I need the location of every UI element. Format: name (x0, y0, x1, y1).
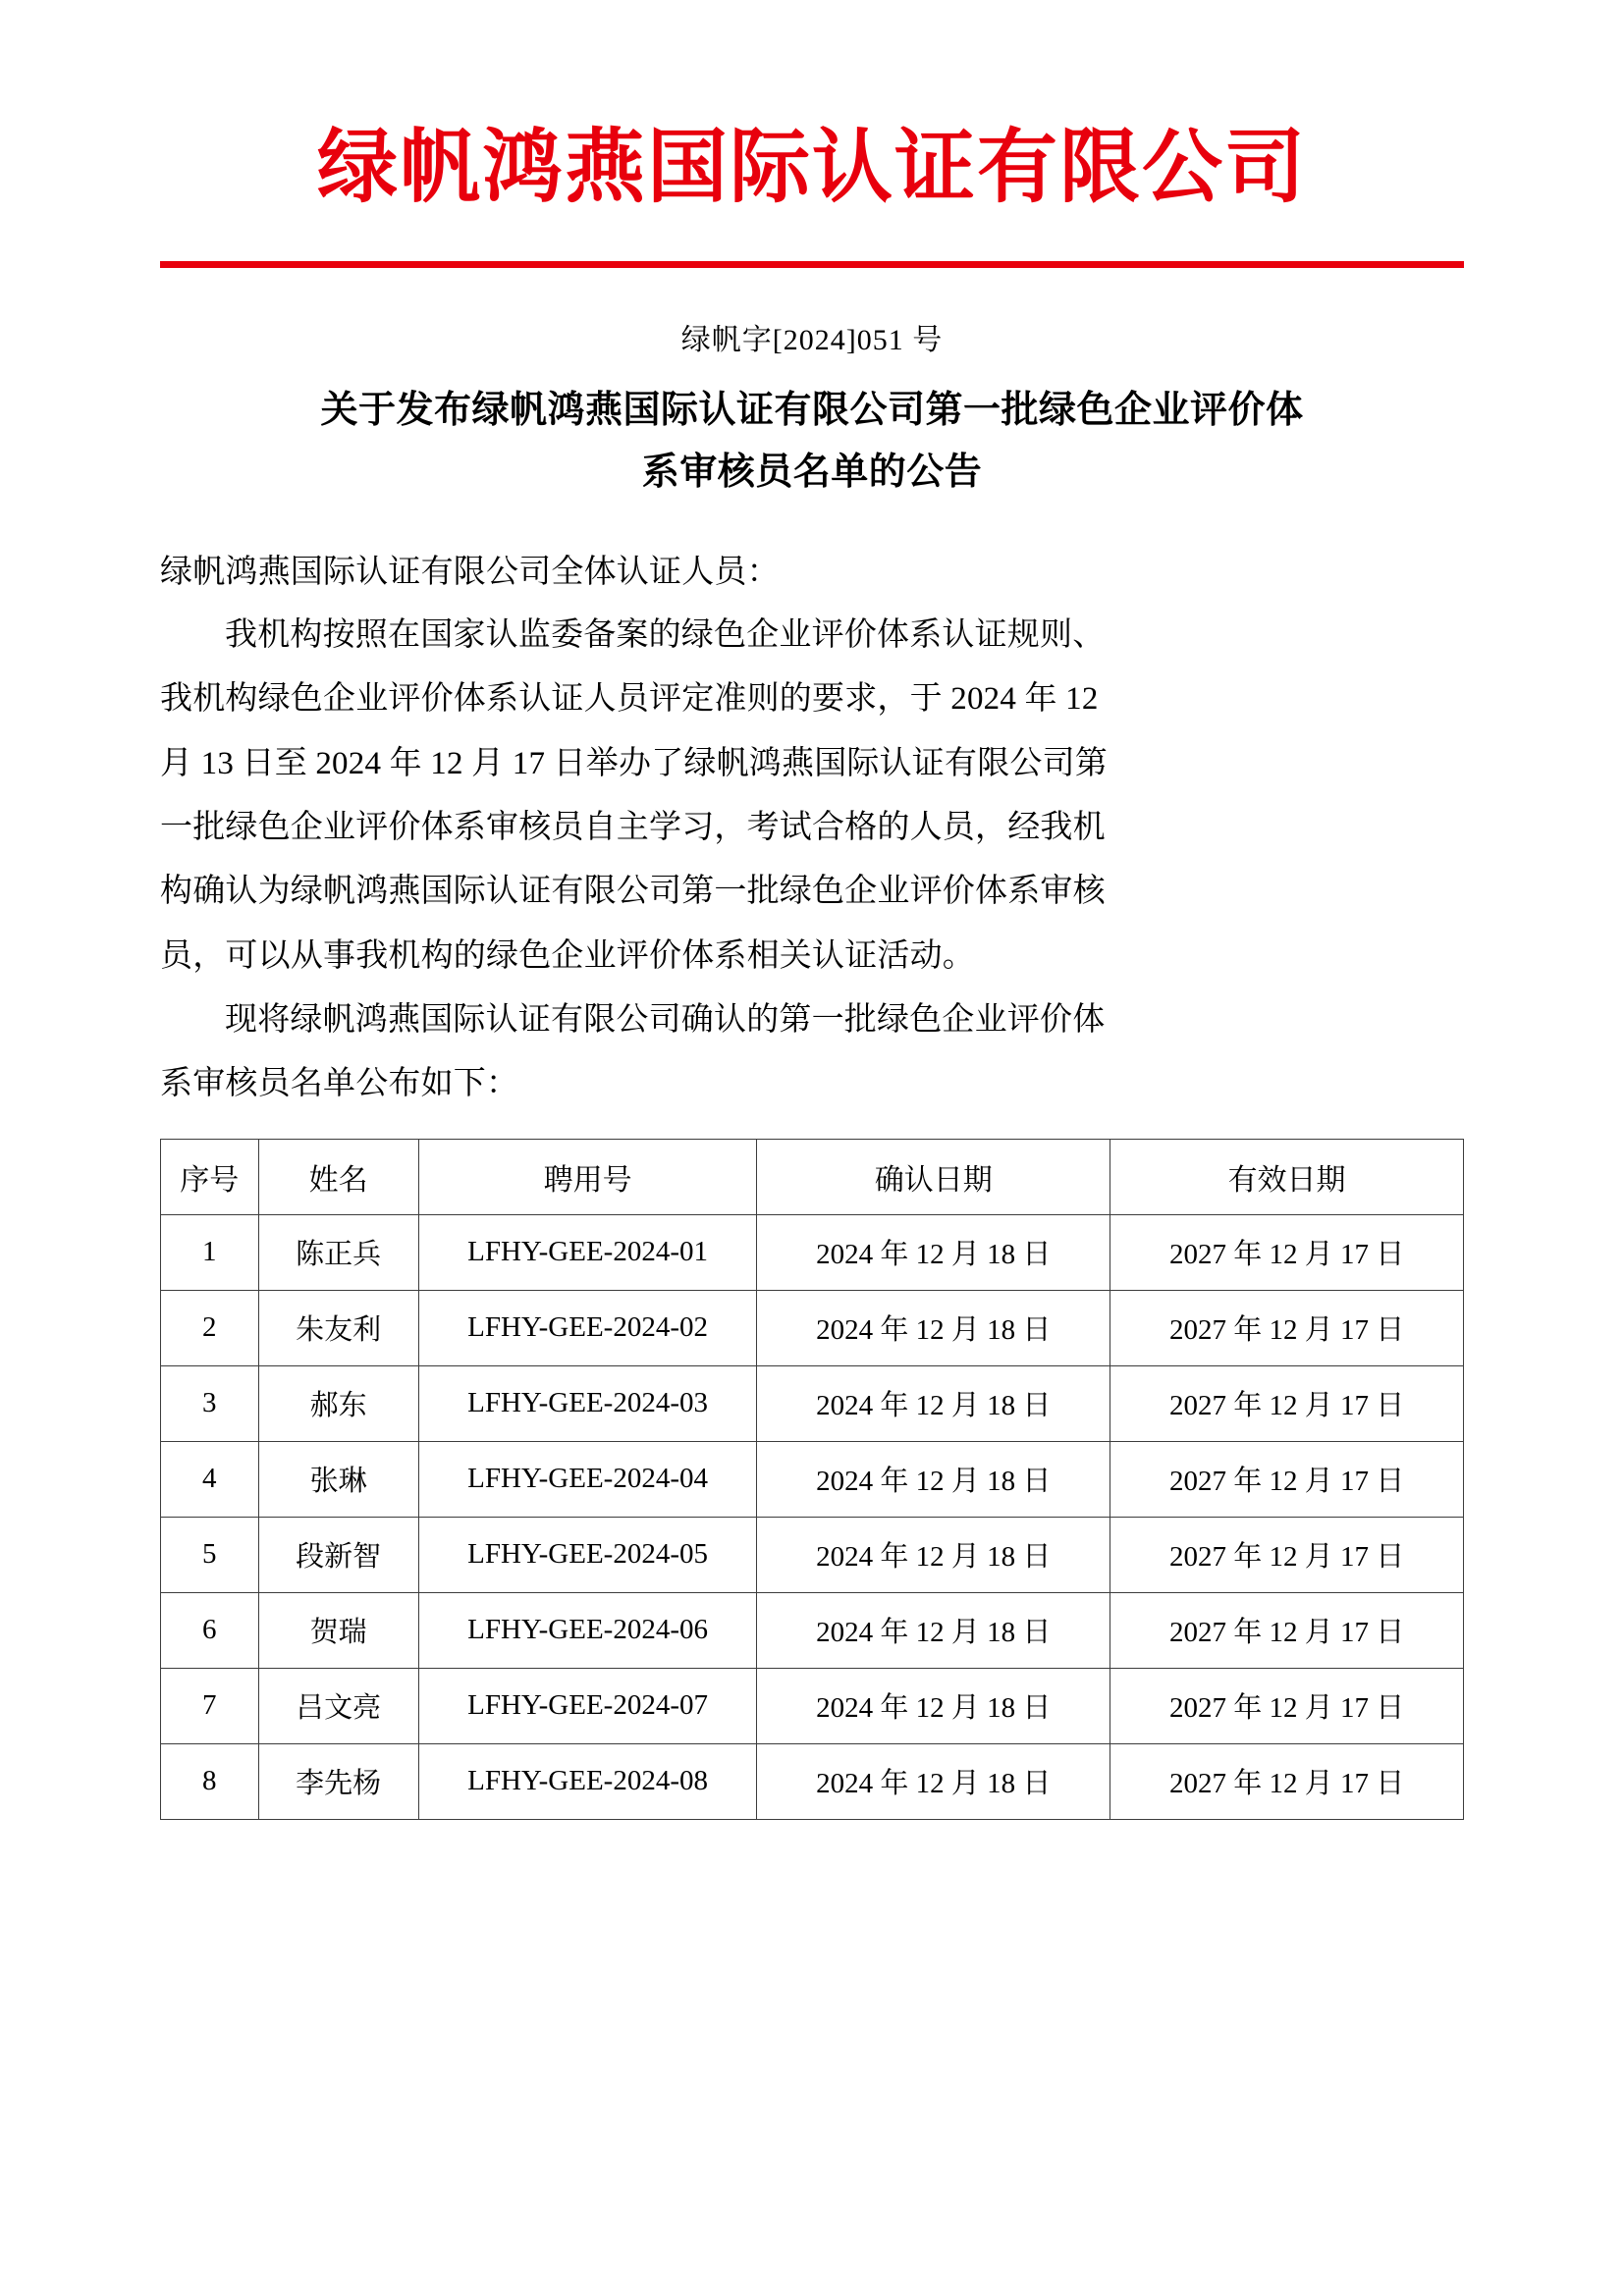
cell-index: 4 (161, 1441, 259, 1517)
cell-confirm-date: 2024 年 12 月 18 日 (757, 1290, 1110, 1365)
paragraph-2-line-1-text: 现将绿帆鸿燕国际认证有限公司确认的第一批绿色企业评价体 (225, 1002, 1106, 1039)
document-number: 绿帆字[2024]051 号 (680, 324, 944, 357)
cell-confirm-date: 2024 年 12 月 18 日 (757, 1365, 1110, 1441)
cell-index: 2 (161, 1290, 259, 1365)
cell-index: 5 (161, 1517, 259, 1592)
table-row (161, 1517, 1464, 1592)
body-paragraph-1 (160, 604, 1464, 988)
cell-valid-date: 2027 年 12 月 17 日 (1110, 1365, 1464, 1441)
cell-index: 1 (161, 1214, 259, 1290)
table-row (161, 1290, 1464, 1365)
paragraph-1-line-4: 一批绿色企业评价体系审核员自主学习，考试合格的人员，经我机 (160, 810, 1106, 846)
paragraph-1-line-3: 月 13 日至 2024 年 12 月 17 日举办了绿帆鸿燕国际认证有限公司第 (160, 745, 1108, 781)
column-header-confirm: 确认日期 (757, 1139, 1110, 1214)
cell-employment-number: LFHY-GEE-2024-06 (418, 1592, 757, 1668)
cell-confirm-date: 2024 年 12 月 18 日 (757, 1743, 1110, 1819)
column-header-index: 序号 (161, 1139, 259, 1214)
cell-name: 张琳 (258, 1441, 418, 1517)
table-row (161, 1592, 1464, 1668)
cell-employment-number: LFHY-GEE-2024-08 (418, 1743, 757, 1819)
cell-name: 陈正兵 (258, 1214, 418, 1290)
organization-title: 绿帆鸿燕国际认证有限公司 (316, 123, 1307, 212)
paragraph-1-line-6: 员，可以从事我机构的绿色企业评价体系相关认证活动。 (160, 937, 975, 974)
salutation: 绿帆鸿燕国际认证有限公司全体认证人员： (160, 555, 780, 591)
body-paragraph-2 (160, 988, 1464, 1117)
cell-index: 8 (161, 1743, 259, 1819)
cell-confirm-date: 2024 年 12 月 18 日 (757, 1214, 1110, 1290)
letterhead-divider (160, 261, 1464, 268)
column-header-employ: 聘用号 (418, 1139, 757, 1214)
paragraph-2-line-2: 系审核员名单公布如下： (160, 1066, 519, 1102)
cell-employment-number: LFHY-GEE-2024-05 (418, 1517, 757, 1592)
letterhead (160, 0, 1464, 268)
cell-index: 3 (161, 1365, 259, 1441)
cell-employment-number: LFHY-GEE-2024-01 (418, 1214, 757, 1290)
cell-name: 段新智 (258, 1517, 418, 1592)
auditor-roster-table (160, 1139, 1464, 1820)
cell-confirm-date: 2024 年 12 月 18 日 (757, 1592, 1110, 1668)
cell-confirm-date: 2024 年 12 月 18 日 (757, 1441, 1110, 1517)
table-row (161, 1441, 1464, 1517)
paragraph-1-line-1 (160, 604, 1464, 667)
cell-valid-date: 2027 年 12 月 17 日 (1110, 1214, 1464, 1290)
cell-employment-number: LFHY-GEE-2024-02 (418, 1290, 757, 1365)
cell-index: 7 (161, 1668, 259, 1743)
paragraph-2-line-1 (160, 988, 1464, 1052)
cell-valid-date: 2027 年 12 月 17 日 (1110, 1290, 1464, 1365)
paragraph-1-line-2: 我机构绿色企业评价体系认证人员评定准则的要求，于 2024 年 12 (160, 681, 1099, 718)
column-header-name: 姓名 (258, 1139, 418, 1214)
column-header-valid: 有效日期 (1110, 1139, 1464, 1214)
cell-valid-date: 2027 年 12 月 17 日 (1110, 1517, 1464, 1592)
cell-employment-number: LFHY-GEE-2024-04 (418, 1441, 757, 1517)
cell-valid-date: 2027 年 12 月 17 日 (1110, 1441, 1464, 1517)
document-heading (160, 380, 1464, 503)
cell-confirm-date: 2024 年 12 月 18 日 (757, 1517, 1110, 1592)
paragraph-1-line-1-text: 我机构按照在国家认监委备案的绿色企业评价体系认证规则、 (225, 617, 1106, 654)
heading-line-2: 系审核员名单的公告 (641, 451, 983, 493)
table-row (161, 1668, 1464, 1743)
cell-employment-number: LFHY-GEE-2024-07 (418, 1668, 757, 1743)
table-row (161, 1743, 1464, 1819)
heading-line-1: 关于发布绿帆鸿燕国际认证有限公司第一批绿色企业评价体 (320, 390, 1304, 432)
cell-confirm-date: 2024 年 12 月 18 日 (757, 1668, 1110, 1743)
cell-name: 李先杨 (258, 1743, 418, 1819)
table-header-row (161, 1139, 1464, 1214)
cell-name: 吕文亮 (258, 1668, 418, 1743)
cell-index: 6 (161, 1592, 259, 1668)
cell-valid-date: 2027 年 12 月 17 日 (1110, 1668, 1464, 1743)
cell-employment-number: LFHY-GEE-2024-03 (418, 1365, 757, 1441)
table-body (161, 1214, 1464, 1819)
table-row (161, 1214, 1464, 1290)
cell-valid-date: 2027 年 12 月 17 日 (1110, 1743, 1464, 1819)
cell-name: 郝东 (258, 1365, 418, 1441)
cell-valid-date: 2027 年 12 月 17 日 (1110, 1592, 1464, 1668)
cell-name: 朱友利 (258, 1290, 418, 1365)
paragraph-1-line-5: 构确认为绿帆鸿燕国际认证有限公司第一批绿色企业评价体系审核 (160, 874, 1106, 910)
table-header (161, 1139, 1464, 1214)
table-row (161, 1365, 1464, 1441)
cell-name: 贺瑞 (258, 1592, 418, 1668)
